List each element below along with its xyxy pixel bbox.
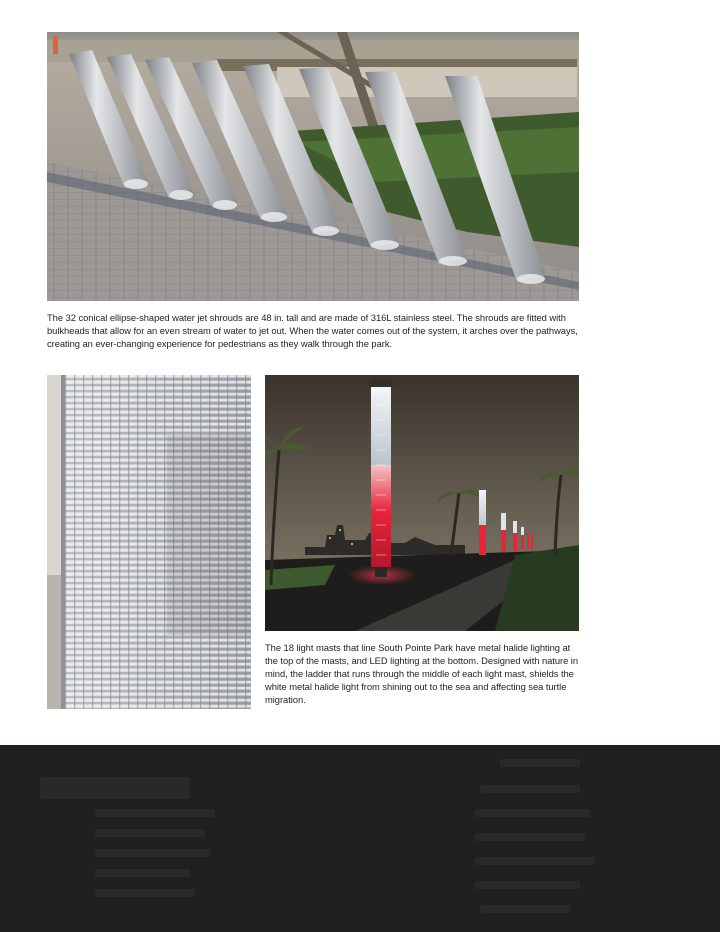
light-masts-night-photo	[265, 375, 579, 631]
shrouds-caption: The 32 conical ellipse-shaped water jet shrouds are 48 in. tall and are made of 316L stainless steel. The shrouds are fitted with bulkheads that allow for an even stream of water to jet out. When the water comes out of the system, it arches over the pathways, creating an ever-changing experience for pedestrians as they walk through the park.	[47, 312, 578, 349]
masts-caption: The 18 light masts that line South Pointe Park have metal halide lighting at the top of the masts, and LED lighting at the bottom. Designed with nature in mind, the ladder that runs through the middle of each light mast, shields the white metal halide light from shining out to the sea and affecting sea turtle migration.	[265, 642, 579, 705]
dark-footer-band	[0, 745, 720, 932]
metal-mesh-screen-photo	[47, 375, 251, 709]
water-jet-shrouds-photo	[47, 32, 579, 301]
